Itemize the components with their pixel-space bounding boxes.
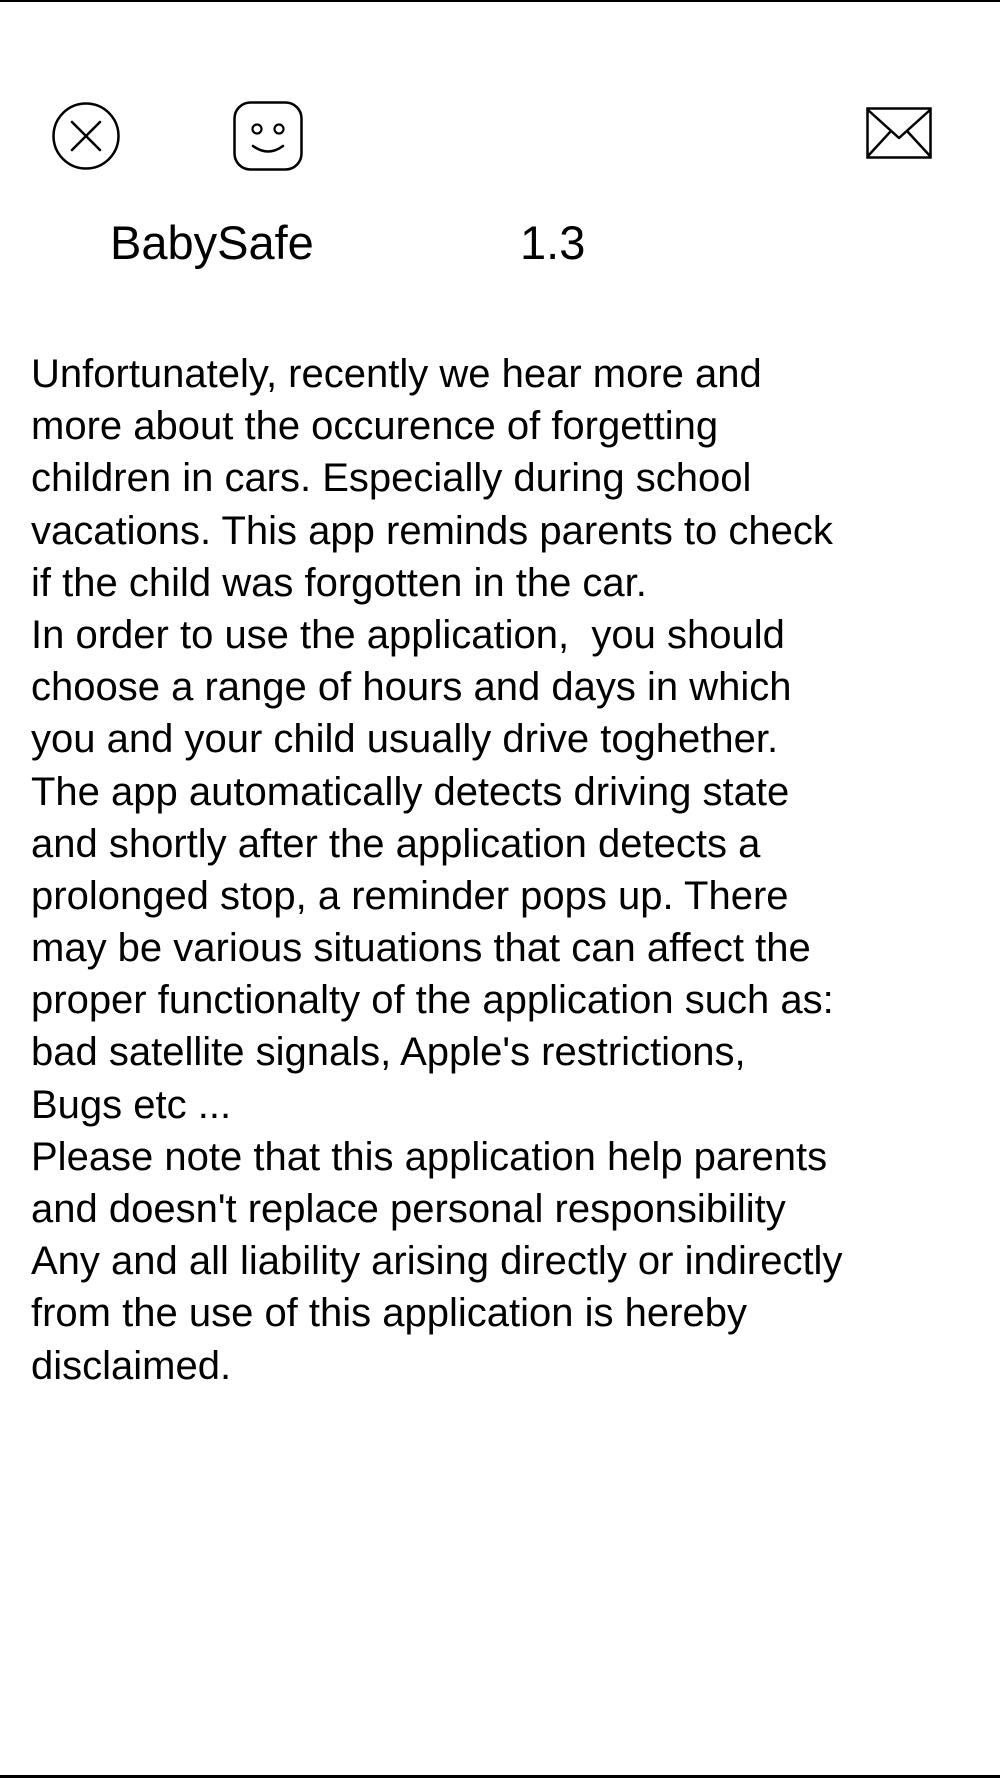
description-line: In order to use the application, you should [31, 612, 785, 657]
description-line: more about the occurence of forgetting [31, 404, 719, 449]
top-divider [0, 0, 1000, 2]
description-line: you and your child usually drive toghether. [31, 717, 779, 762]
description-line: proper functionalty of the application such as: [31, 978, 834, 1023]
description-line: prolonged stop, a reminder pops up. There [31, 873, 789, 918]
description-line: Please note that this application help parents [31, 1134, 828, 1179]
mail-button[interactable] [866, 107, 936, 163]
description-line: Any and all liability arising directly or indirectly [31, 1239, 843, 1284]
description-line: choose a range of hours and days in which [31, 665, 792, 710]
description-line: The app automatically detects driving state [31, 769, 790, 814]
app-name: BabySafe [110, 216, 314, 269]
description-line: may be various situations that can affect the [31, 926, 811, 971]
smiley-face-icon [233, 101, 303, 171]
description-line: Unfortunately, recently we hear more and [31, 352, 762, 396]
close-button[interactable] [51, 101, 121, 171]
description-line: from the use of this application is hereby [31, 1291, 747, 1336]
envelope-icon [866, 107, 936, 163]
description-line: and doesn't replace personal responsibility [31, 1187, 786, 1231]
close-circle-icon [51, 101, 121, 171]
about-button[interactable] [233, 101, 303, 171]
description-line: and shortly after the application detects a [31, 821, 761, 866]
description-line: children in cars. Especially during school [31, 456, 752, 501]
description-line: Bugs etc ... [31, 1082, 232, 1127]
app-version: 1.3 [520, 216, 586, 269]
description-line: disclaimed. [31, 1343, 232, 1388]
description-line: bad satellite signals, Apple's restrictions, [31, 1030, 746, 1075]
description-line: if the child was forgotten in the car. [31, 560, 647, 605]
description-line: vacations. This app reminds parents to check [31, 508, 833, 553]
description-text [31, 348, 996, 1392]
